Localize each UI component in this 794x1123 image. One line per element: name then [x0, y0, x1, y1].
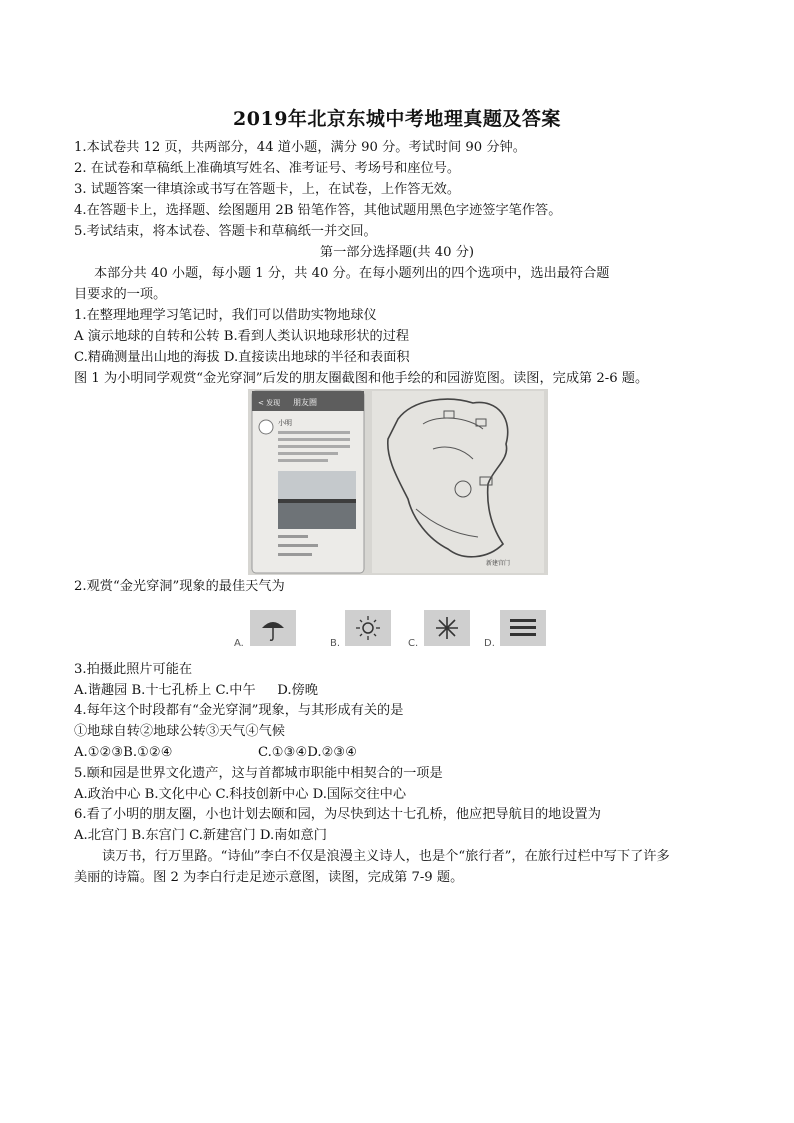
q5-stem: 5.颐和园是世界文化遗产，这与首都城市职能中相契合的一项是: [74, 766, 443, 781]
instruction-4: 4.在答题卡上，选择题、绘图题用 2B 铅笔作答，其他试题用黑色字迹签字笔作答。: [74, 203, 562, 218]
q6-options: A.北宫门 B.东宫门 C.新建宫门 D.南如意门: [74, 828, 327, 843]
section-heading: 第一部分选择题(共 40 分): [319, 245, 475, 260]
q2-option-a-letter: A.: [234, 638, 244, 649]
phone-back-label: < 发现: [258, 399, 281, 407]
q2-option-b-letter: B.: [330, 638, 341, 649]
instruction-2: 2. 在试卷和草稿纸上准确填写姓名、准考证号、考场号和座位号。: [74, 161, 461, 176]
figure-1-photo: [248, 389, 548, 575]
page-title: 2019年北京东城中考地理真题及答案: [233, 108, 561, 130]
phone-user-name: 小明: [278, 419, 292, 427]
q3-stem: 3.拍摄此照片可能在: [74, 662, 193, 677]
q1-options-cd: C.精确测量出山地的海拔 D.直接读出地球的半径和表面积: [74, 350, 410, 365]
q4-stem: 4.每年这个时段都有“金光穿洞”现象，与其形成有关的是: [74, 703, 404, 718]
instruction-5: 5.考试结束，将本试卷、答题卡和草稿纸一并交回。: [74, 224, 377, 239]
q2-option-c-letter: C.: [408, 638, 419, 649]
passage-line-1: 读万书，行万里路。“诗仙”李白不仅是浪漫主义诗人，也是个“旅行者”，在旅行过栏中写下了许多: [102, 849, 670, 864]
sunny-rays-icon: [424, 610, 470, 646]
passage-line-2: 美丽的诗篇。图 2 为李白行走足迹示意图，读图，完成第 7-9 题。: [74, 870, 464, 885]
q2-stem: 2.观赏“金光穿洞”现象的最佳天气为: [74, 579, 285, 594]
map-gate-label: 新建宫门: [486, 560, 511, 567]
q4-options-cd: C.①③④D.②③④: [258, 745, 358, 760]
q5-options: A.政治中心 B.文化中心 C.科技创新中心 D.国际交往中心: [74, 787, 407, 802]
q4-items: ①地球自转②地球公转③天气④气候: [74, 724, 285, 739]
phone-header-label: 朋友圈: [293, 398, 317, 407]
rain-umbrella-icon: [250, 610, 296, 646]
section-intro: 本部分共 40 小题，每小题 1 分，共 40 分。在每小题列出的四个选项中，选出最符合题: [94, 266, 610, 281]
q6-stem: 6.看了小明的朋友圈，小也计划去颐和园，为尽快到达十七孔桥，他应把导航目的地设置为: [74, 807, 601, 822]
q4-options-ab: A.①②③B.①②④: [74, 745, 173, 760]
q1-stem: 1.在整理地理学习笔记时，我们可以借助实物地球仪: [74, 308, 377, 323]
q2-option-d-letter: D.: [484, 638, 495, 649]
instruction-1: 1.本试卷共 12 页，共两部分，44 道小题，满分 90 分。考试时间 90 分钟。: [74, 140, 526, 155]
q3-options: A.谐趣园 B.十七孔桥上 C.中午 D.傍晚: [74, 683, 318, 698]
haze-lines-icon: [500, 610, 546, 646]
figure-1-drawing: [248, 389, 548, 575]
q1-options-ab: A 演示地球的自转和公转 B.看到人类认识地球形状的过程: [74, 329, 410, 344]
instruction-3: 3. 试题答案一律填涂或书写在答题卡，上，在试卷，上作答无效。: [74, 182, 461, 197]
section-intro-cont: 目要求的一项。: [74, 287, 167, 302]
sun-icon: [345, 610, 391, 646]
figure1-caption: 图 1 为小明同学观赏“金光穿洞”后发的朋友圈截图和他手绘的和园游览图。读图，完成第 2-6 题。: [74, 371, 649, 386]
